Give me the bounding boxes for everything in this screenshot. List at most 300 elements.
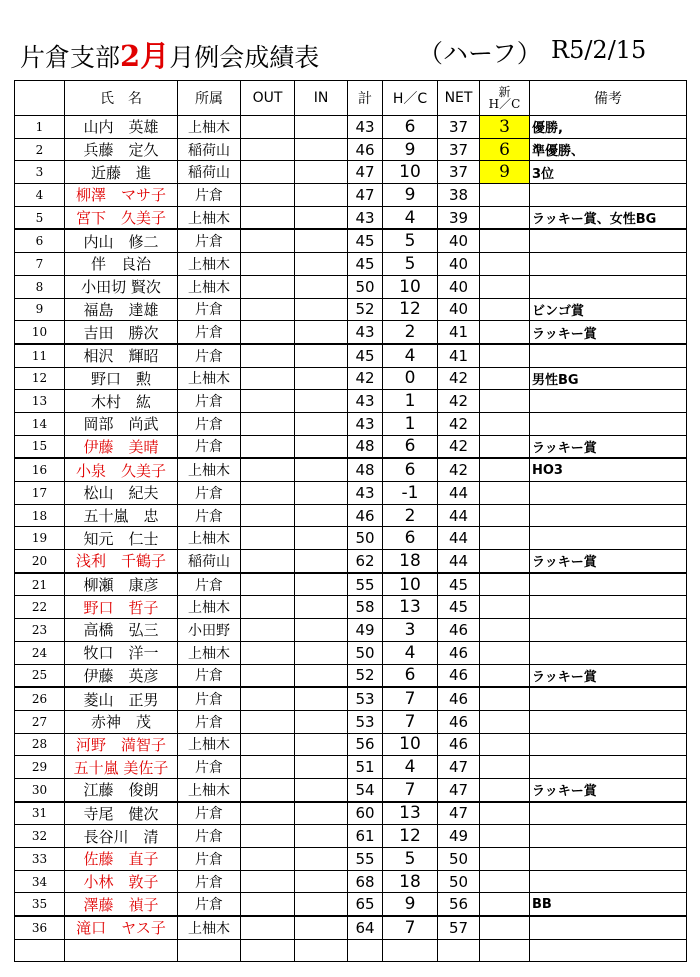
remarks [530, 253, 687, 276]
player-club: 片倉 [178, 710, 241, 733]
new-handicap [480, 550, 530, 573]
out-score [241, 275, 295, 298]
out-score [241, 206, 295, 229]
handicap: 5 [383, 848, 438, 871]
in-score [295, 367, 348, 390]
out-score [241, 161, 295, 184]
out-score [241, 778, 295, 801]
player-club: 片倉 [178, 802, 241, 825]
player-name: 相沢 輝昭 [65, 344, 178, 367]
row-no: 32 [15, 825, 65, 848]
in-score [295, 458, 348, 481]
net-score: 46 [438, 619, 480, 642]
player-club: 上柚木 [178, 116, 241, 139]
table-row [15, 390, 687, 413]
event-date: R5/2/15 [551, 36, 647, 64]
in-score [295, 916, 348, 939]
table-row [15, 184, 687, 207]
remarks [530, 619, 687, 642]
handicap: 6 [383, 664, 438, 687]
handicap: 10 [383, 733, 438, 756]
net-score: 38 [438, 184, 480, 207]
table-row [15, 848, 687, 871]
row-no: 3 [15, 161, 65, 184]
player-club: 片倉 [178, 412, 241, 435]
col-out-header: OUT [241, 81, 295, 116]
player-club: 片倉 [178, 390, 241, 413]
total-score: 50 [348, 275, 383, 298]
player-name: 赤神 茂 [65, 710, 178, 733]
player-name: 伴 良治 [65, 253, 178, 276]
row-no: 22 [15, 596, 65, 619]
in-score [295, 184, 348, 207]
row-no [15, 939, 65, 962]
remarks: 3位 [530, 161, 687, 184]
out-score [241, 916, 295, 939]
table-row [15, 275, 687, 298]
new-handicap [480, 390, 530, 413]
in-score [295, 893, 348, 916]
handicap: 0 [383, 367, 438, 390]
net-score: 37 [438, 138, 480, 161]
player-name: 山内 英雄 [65, 116, 178, 139]
handicap: -1 [383, 482, 438, 505]
new-handicap [480, 435, 530, 458]
new-handicap [480, 596, 530, 619]
out-score [241, 412, 295, 435]
player-name: 滝口 ヤス子 [65, 916, 178, 939]
new-handicap [480, 756, 530, 779]
player-name: 野口 哲子 [65, 596, 178, 619]
table-row [15, 756, 687, 779]
row-no: 31 [15, 802, 65, 825]
new-handicap [480, 482, 530, 505]
in-score [295, 321, 348, 344]
total-score: 55 [348, 848, 383, 871]
total-score: 46 [348, 504, 383, 527]
player-name: 内山 修二 [65, 229, 178, 252]
player-club: 上柚木 [178, 275, 241, 298]
total-score: 45 [348, 253, 383, 276]
total-score: 48 [348, 435, 383, 458]
handicap: 5 [383, 253, 438, 276]
new-handicap [480, 229, 530, 252]
total-score: 52 [348, 664, 383, 687]
row-no: 17 [15, 482, 65, 505]
handicap: 10 [383, 161, 438, 184]
new-handicap [480, 527, 530, 550]
in-score [295, 482, 348, 505]
row-no: 27 [15, 710, 65, 733]
out-score [241, 504, 295, 527]
remarks [530, 802, 687, 825]
net-score: 40 [438, 229, 480, 252]
out-score [241, 939, 295, 962]
col-total-header: 計 [348, 81, 383, 116]
remarks [530, 504, 687, 527]
player-club: 上柚木 [178, 778, 241, 801]
player-name: 牧口 洋一 [65, 641, 178, 664]
net-score: 40 [438, 298, 480, 321]
total-score: 64 [348, 916, 383, 939]
player-name: 兵藤 定久 [65, 138, 178, 161]
new-handicap: 3 [480, 116, 530, 139]
new-handicap [480, 206, 530, 229]
net-score: 45 [438, 596, 480, 619]
handicap: 7 [383, 916, 438, 939]
row-no: 34 [15, 870, 65, 893]
player-name: 宮下 久美子 [65, 206, 178, 229]
row-no: 24 [15, 641, 65, 664]
player-club: 小田野 [178, 619, 241, 642]
in-score [295, 390, 348, 413]
in-score [295, 939, 348, 962]
handicap: 13 [383, 596, 438, 619]
net-score: 44 [438, 504, 480, 527]
in-score [295, 344, 348, 367]
in-score [295, 298, 348, 321]
net-score: 57 [438, 916, 480, 939]
page-title [20, 34, 319, 75]
out-score [241, 321, 295, 344]
handicap: 18 [383, 870, 438, 893]
total-score: 60 [348, 802, 383, 825]
col-new-hc-header [480, 81, 530, 116]
player-club [178, 939, 241, 962]
remarks [530, 848, 687, 871]
header-row [15, 81, 687, 116]
remarks [530, 275, 687, 298]
remarks: ラッキー賞 [530, 664, 687, 687]
out-score [241, 893, 295, 916]
handicap [383, 939, 438, 962]
out-score [241, 641, 295, 664]
row-no: 18 [15, 504, 65, 527]
player-name: 野口 勲 [65, 367, 178, 390]
player-name: 柳澤 マサ子 [65, 184, 178, 207]
player-club: 稲荷山 [178, 161, 241, 184]
total-score: 53 [348, 710, 383, 733]
row-no: 2 [15, 138, 65, 161]
table-row [15, 619, 687, 642]
handicap: 3 [383, 619, 438, 642]
new-handicap [480, 825, 530, 848]
out-score [241, 367, 295, 390]
player-club: 片倉 [178, 848, 241, 871]
handicap: 6 [383, 435, 438, 458]
handicap: 4 [383, 756, 438, 779]
new-hc-header-line2: H／C [488, 97, 521, 111]
player-club: 上柚木 [178, 916, 241, 939]
player-name: 江藤 俊朗 [65, 778, 178, 801]
table-row [15, 870, 687, 893]
net-score: 42 [438, 458, 480, 481]
net-score: 37 [438, 116, 480, 139]
remarks: ラッキー賞、女性BG [530, 206, 687, 229]
remarks [530, 641, 687, 664]
handicap: 1 [383, 390, 438, 413]
remarks [530, 482, 687, 505]
net-score: 44 [438, 550, 480, 573]
net-score: 42 [438, 390, 480, 413]
out-score [241, 458, 295, 481]
new-handicap [480, 458, 530, 481]
out-score [241, 870, 295, 893]
table-row [15, 733, 687, 756]
total-score: 68 [348, 870, 383, 893]
row-no: 26 [15, 687, 65, 710]
player-club: 片倉 [178, 687, 241, 710]
handicap: 2 [383, 504, 438, 527]
player-club: 上柚木 [178, 527, 241, 550]
handicap: 7 [383, 687, 438, 710]
table-row [15, 802, 687, 825]
player-name: 寺尾 健次 [65, 802, 178, 825]
net-score: 46 [438, 733, 480, 756]
handicap: 5 [383, 229, 438, 252]
in-score [295, 504, 348, 527]
in-score [295, 435, 348, 458]
net-score: 46 [438, 687, 480, 710]
in-score [295, 550, 348, 573]
row-no: 20 [15, 550, 65, 573]
remarks [530, 710, 687, 733]
new-handicap [480, 893, 530, 916]
table-row [15, 778, 687, 801]
remarks: HO3 [530, 458, 687, 481]
player-club: 上柚木 [178, 206, 241, 229]
new-handicap [480, 733, 530, 756]
title-prefix: 片倉支部 [20, 43, 121, 72]
out-score [241, 253, 295, 276]
net-score: 41 [438, 321, 480, 344]
remarks [530, 939, 687, 962]
in-score [295, 848, 348, 871]
table-row [15, 939, 687, 962]
remarks [530, 527, 687, 550]
remarks [530, 916, 687, 939]
player-club: 上柚木 [178, 253, 241, 276]
remarks [530, 596, 687, 619]
half-label: （ハーフ） [418, 39, 542, 68]
net-score: 49 [438, 825, 480, 848]
out-score [241, 298, 295, 321]
in-score [295, 275, 348, 298]
net-score: 44 [438, 527, 480, 550]
row-no: 5 [15, 206, 65, 229]
table-row [15, 138, 687, 161]
remarks: 準優勝、 [530, 138, 687, 161]
remarks [530, 229, 687, 252]
handicap: 6 [383, 458, 438, 481]
table-row [15, 504, 687, 527]
total-score: 42 [348, 367, 383, 390]
row-no: 25 [15, 664, 65, 687]
remarks: ラッキー賞 [530, 550, 687, 573]
remarks [530, 687, 687, 710]
net-score [438, 939, 480, 962]
total-score: 56 [348, 733, 383, 756]
total-score: 47 [348, 184, 383, 207]
handicap: 6 [383, 527, 438, 550]
row-no: 21 [15, 573, 65, 596]
total-score: 55 [348, 573, 383, 596]
table-row [15, 321, 687, 344]
col-notes-header: 備考 [530, 81, 687, 116]
table-row [15, 229, 687, 252]
row-no: 28 [15, 733, 65, 756]
in-score [295, 687, 348, 710]
remarks [530, 184, 687, 207]
player-club: 片倉 [178, 229, 241, 252]
player-name: 長谷川 清 [65, 825, 178, 848]
handicap: 12 [383, 825, 438, 848]
new-handicap [480, 573, 530, 596]
new-handicap [480, 687, 530, 710]
table-row [15, 527, 687, 550]
player-club: 稲荷山 [178, 550, 241, 573]
remarks [530, 870, 687, 893]
total-score: 43 [348, 321, 383, 344]
net-score: 50 [438, 848, 480, 871]
player-name: 小田切 賢次 [65, 275, 178, 298]
out-score [241, 596, 295, 619]
player-name: 伊藤 英彦 [65, 664, 178, 687]
total-score: 43 [348, 390, 383, 413]
row-no: 6 [15, 229, 65, 252]
total-score: 58 [348, 596, 383, 619]
player-club: 片倉 [178, 893, 241, 916]
table-row [15, 687, 687, 710]
player-club: 上柚木 [178, 641, 241, 664]
player-club: 稲荷山 [178, 138, 241, 161]
total-score: 54 [348, 778, 383, 801]
out-score [241, 825, 295, 848]
player-club: 上柚木 [178, 733, 241, 756]
new-handicap [480, 870, 530, 893]
remarks [530, 390, 687, 413]
table-row [15, 435, 687, 458]
total-score [348, 939, 383, 962]
total-score: 65 [348, 893, 383, 916]
in-score [295, 206, 348, 229]
new-hc-header-line1: 新 [498, 85, 511, 99]
new-handicap [480, 848, 530, 871]
row-no: 29 [15, 756, 65, 779]
row-no: 12 [15, 367, 65, 390]
total-score: 49 [348, 619, 383, 642]
player-name: 河野 満智子 [65, 733, 178, 756]
table-row [15, 253, 687, 276]
player-club: 片倉 [178, 435, 241, 458]
handicap: 7 [383, 778, 438, 801]
net-score: 47 [438, 778, 480, 801]
player-name: 小林 敦子 [65, 870, 178, 893]
new-handicap [480, 412, 530, 435]
handicap: 4 [383, 206, 438, 229]
in-score [295, 756, 348, 779]
title-suffix: 月例会成績表 [169, 43, 320, 72]
player-club: 片倉 [178, 482, 241, 505]
table-row [15, 206, 687, 229]
total-score: 52 [348, 298, 383, 321]
row-no: 19 [15, 527, 65, 550]
new-handicap: 6 [480, 138, 530, 161]
player-name: 五十嵐 美佐子 [65, 756, 178, 779]
total-score: 50 [348, 527, 383, 550]
player-name: 菱山 正男 [65, 687, 178, 710]
table-row [15, 596, 687, 619]
player-name: 吉田 勝次 [65, 321, 178, 344]
handicap: 10 [383, 275, 438, 298]
new-handicap [480, 367, 530, 390]
row-no: 1 [15, 116, 65, 139]
player-club: 片倉 [178, 573, 241, 596]
out-score [241, 687, 295, 710]
new-handicap [480, 916, 530, 939]
player-name: 伊藤 美晴 [65, 435, 178, 458]
player-club: 片倉 [178, 870, 241, 893]
table-row [15, 298, 687, 321]
table-row [15, 482, 687, 505]
net-score: 37 [438, 161, 480, 184]
in-score [295, 802, 348, 825]
new-handicap [480, 275, 530, 298]
in-score [295, 138, 348, 161]
new-handicap [480, 778, 530, 801]
net-score: 42 [438, 367, 480, 390]
in-score [295, 116, 348, 139]
remarks: ラッキー賞 [530, 321, 687, 344]
total-score: 43 [348, 116, 383, 139]
new-handicap [480, 619, 530, 642]
player-name: 福島 達雄 [65, 298, 178, 321]
player-club: 片倉 [178, 504, 241, 527]
in-score [295, 229, 348, 252]
table-row [15, 161, 687, 184]
table-row [15, 664, 687, 687]
player-club: 片倉 [178, 344, 241, 367]
new-handicap [480, 710, 530, 733]
new-handicap [480, 939, 530, 962]
remarks: ラッキー賞 [530, 435, 687, 458]
in-score [295, 527, 348, 550]
row-no: 16 [15, 458, 65, 481]
new-handicap [480, 664, 530, 687]
new-handicap [480, 641, 530, 664]
net-score: 45 [438, 573, 480, 596]
net-score: 47 [438, 802, 480, 825]
row-no: 33 [15, 848, 65, 871]
table-row [15, 550, 687, 573]
handicap: 13 [383, 802, 438, 825]
player-name: 近藤 進 [65, 161, 178, 184]
out-score [241, 710, 295, 733]
row-no: 8 [15, 275, 65, 298]
col-club-header: 所属 [178, 81, 241, 116]
total-score: 45 [348, 229, 383, 252]
net-score: 40 [438, 275, 480, 298]
total-score: 43 [348, 482, 383, 505]
remarks: ビンゴ賞 [530, 298, 687, 321]
out-score [241, 733, 295, 756]
handicap: 1 [383, 412, 438, 435]
player-club: 片倉 [178, 184, 241, 207]
remarks [530, 412, 687, 435]
out-score [241, 184, 295, 207]
handicap: 4 [383, 641, 438, 664]
player-name: 高橋 弘三 [65, 619, 178, 642]
